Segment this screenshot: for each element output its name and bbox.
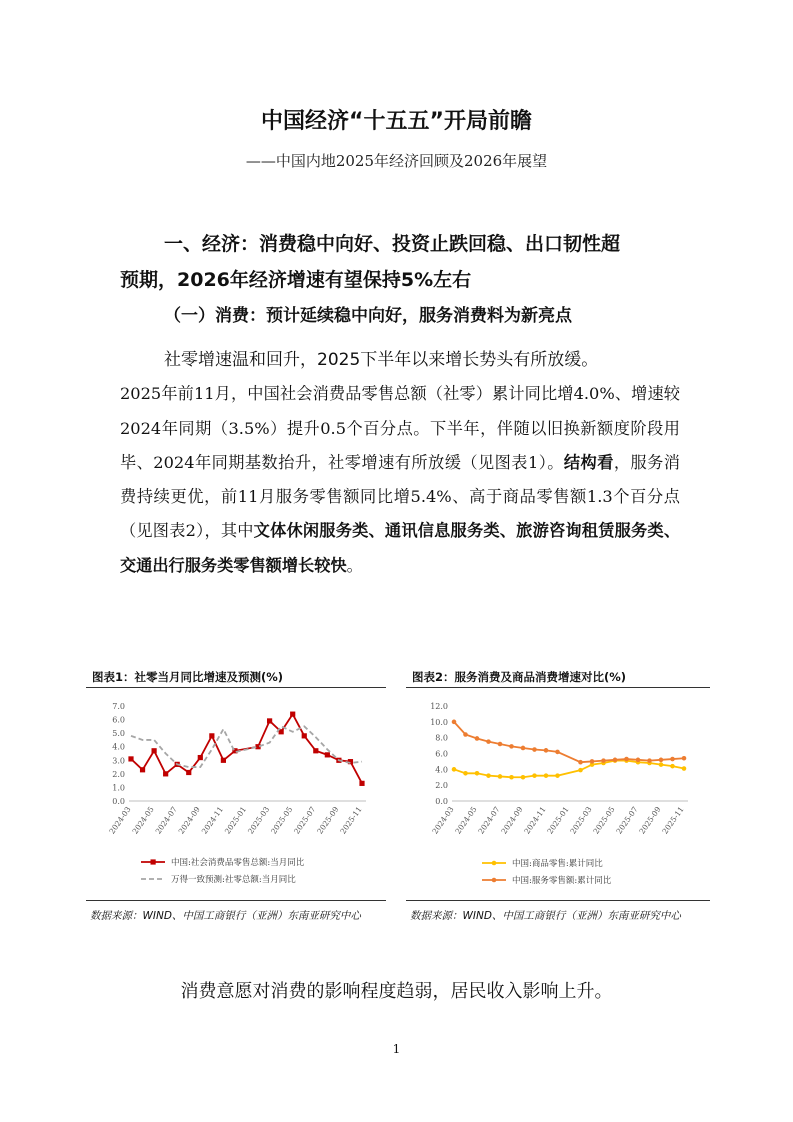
y-tick-label: 0.0 bbox=[112, 797, 125, 806]
data-point bbox=[521, 775, 526, 780]
section-heading-line2: 预期，2026年经济增速有望保持5%左右 bbox=[120, 269, 472, 291]
x-tick-label: 2025-11 bbox=[660, 804, 686, 836]
data-point bbox=[624, 757, 629, 762]
data-point bbox=[670, 757, 675, 762]
data-point bbox=[601, 758, 606, 763]
data-point bbox=[509, 775, 514, 780]
y-tick-label: 1.0 bbox=[112, 783, 125, 793]
y-tick-label: 4.0 bbox=[112, 742, 125, 752]
y-tick-label: 2.0 bbox=[112, 769, 125, 779]
x-tick-label: 2024-11 bbox=[522, 804, 548, 836]
data-point bbox=[163, 771, 168, 776]
x-tick-label: 2024-07 bbox=[476, 804, 502, 836]
data-point bbox=[578, 768, 583, 773]
x-tick-label: 2025-07 bbox=[614, 804, 640, 836]
data-point bbox=[475, 736, 480, 741]
data-point bbox=[590, 759, 595, 764]
closing-sentence: 消费意愿对消费的影响程度趋弱，居民收入影响上升。 bbox=[180, 981, 613, 1002]
data-point bbox=[544, 748, 549, 753]
figure2-bottom-rule bbox=[406, 900, 710, 901]
x-tick-label: 2025-07 bbox=[292, 804, 318, 836]
page-number: 1 bbox=[392, 1042, 401, 1056]
data-point bbox=[463, 771, 468, 776]
data-point bbox=[267, 718, 272, 723]
y-tick-label: 4.0 bbox=[435, 765, 448, 775]
document-subtitle: ——中国内地2025年经济回顾及2026年展望 bbox=[245, 152, 548, 170]
data-point bbox=[325, 752, 330, 757]
figure2-title: 图表2：服务消费及商品消费增速对比(%) bbox=[412, 670, 627, 684]
figure2-top-rule bbox=[406, 687, 710, 688]
data-point bbox=[647, 758, 652, 763]
x-tick-label: 2025-11 bbox=[338, 804, 364, 836]
data-point bbox=[636, 758, 641, 763]
data-point bbox=[290, 712, 295, 717]
data-point bbox=[452, 767, 457, 772]
y-tick-label: 10.0 bbox=[430, 717, 448, 727]
paragraph-text-3: 。 bbox=[346, 555, 363, 575]
x-tick-label: 2024-03 bbox=[107, 804, 133, 836]
data-point bbox=[659, 758, 664, 763]
x-tick-label: 2024-11 bbox=[199, 804, 226, 836]
x-tick-label: 2025-05 bbox=[269, 804, 295, 836]
data-point bbox=[128, 756, 133, 761]
x-tick-label: 2024-05 bbox=[453, 804, 479, 836]
data-point bbox=[509, 744, 514, 749]
paragraph-bold-1: 结构看 bbox=[563, 452, 614, 472]
legend-marker bbox=[151, 859, 156, 864]
data-point bbox=[578, 760, 583, 765]
data-point bbox=[555, 773, 560, 778]
data-point bbox=[463, 732, 468, 737]
x-tick-label: 2025-03 bbox=[245, 804, 272, 836]
subsection-heading: （一）消费：预计延续稳中向好，服务消费料为新亮点 bbox=[164, 306, 572, 326]
paragraph-text-2: ，服务消费持续更优，前11月服务零售额同比增5.4%、高于商品零售额1.3个百分点（见图表2），其中 bbox=[120, 452, 680, 541]
x-tick-label: 2025-01 bbox=[222, 804, 249, 836]
figure1-chart bbox=[86, 696, 386, 896]
legend-label: 中国:服务零售额:累计同比 bbox=[512, 876, 612, 886]
y-tick-label: 3.0 bbox=[112, 756, 125, 766]
series-line bbox=[131, 726, 362, 767]
data-point bbox=[302, 733, 307, 738]
y-tick-label: 6.0 bbox=[435, 749, 448, 759]
data-point bbox=[532, 773, 537, 778]
data-point bbox=[152, 748, 157, 753]
y-tick-label: 5.0 bbox=[112, 729, 125, 739]
data-point bbox=[670, 764, 675, 769]
data-point bbox=[682, 756, 687, 761]
data-point bbox=[359, 781, 364, 786]
figure2-chart bbox=[406, 696, 710, 896]
legend-marker bbox=[492, 861, 497, 866]
section-heading bbox=[120, 226, 680, 298]
paragraph-text-1: 2025年前11月，中国社会消费品零售总额（社零）累计同比增4.0%、增速较2024年同期（3.5%）提升0.5个百分点。下半年，伴随以旧换新额度阶段用毕、2024年同期基数抬升，社零增速有所放缓（见图表1）。 bbox=[120, 384, 680, 472]
x-tick-label: 2024-09 bbox=[499, 804, 525, 836]
x-tick-label: 2025-05 bbox=[591, 804, 617, 836]
x-tick-label: 2024-05 bbox=[130, 804, 156, 836]
data-point bbox=[186, 770, 191, 775]
data-point bbox=[555, 750, 560, 755]
figure2-source: 数据来源：WIND、中国工商银行（亚洲）东南亚研究中心 bbox=[410, 910, 681, 922]
x-tick-label: 2024-09 bbox=[176, 804, 202, 836]
body-paragraph bbox=[120, 343, 680, 583]
x-tick-label: 2025-09 bbox=[315, 804, 341, 836]
legend-label: 中国:社会消费品零售总额:当月同比 bbox=[171, 858, 305, 868]
data-point bbox=[486, 773, 491, 778]
paragraph-bold-2: 文体休闲服务类、通讯信息服务类、旅游咨询租赁服务类、交通出行服务类零售额增长较快 bbox=[120, 521, 681, 575]
data-point bbox=[682, 766, 687, 771]
data-point bbox=[532, 747, 537, 752]
data-point bbox=[198, 755, 203, 760]
data-point bbox=[209, 733, 214, 738]
data-point bbox=[613, 758, 618, 763]
legend-label: 中国:商品零售:累计同比 bbox=[512, 859, 603, 869]
data-point bbox=[140, 767, 145, 772]
data-point bbox=[486, 739, 491, 744]
x-tick-label: 2025-03 bbox=[568, 804, 594, 836]
x-tick-label: 2025-09 bbox=[637, 804, 663, 836]
figure1-top-rule bbox=[86, 687, 386, 688]
y-tick-label: 2.0 bbox=[435, 781, 448, 791]
paragraph-lead: 社零增速温和回升，2025下半年以来增长势头有所放缓。 bbox=[164, 350, 599, 370]
x-tick-label: 2025-01 bbox=[545, 804, 571, 836]
x-tick-label: 2024-07 bbox=[153, 804, 179, 836]
figure1-bottom-rule bbox=[86, 900, 386, 901]
data-point bbox=[521, 746, 526, 751]
data-point bbox=[475, 771, 480, 776]
data-point bbox=[452, 720, 457, 725]
data-point bbox=[498, 774, 503, 779]
y-tick-label: 8.0 bbox=[435, 733, 448, 743]
legend-label: 万得一致预测:社零总额:当月同比 bbox=[171, 875, 296, 885]
figure1-title: 图表1：社零当月同比增速及预测(%) bbox=[92, 670, 284, 684]
section-heading-line1: 一、经济：消费稳中向好、投资止跌回稳、出口韧性超 bbox=[164, 233, 621, 255]
document-title: 中国经济“十五五”开局前瞻 bbox=[261, 109, 532, 134]
data-point bbox=[221, 758, 226, 763]
figure1-source: 数据来源：WIND、中国工商银行（亚洲）东南亚研究中心 bbox=[90, 910, 361, 922]
y-tick-label: 6.0 bbox=[112, 715, 125, 725]
x-tick-label: 2024-03 bbox=[430, 804, 456, 836]
data-point bbox=[498, 742, 503, 747]
legend-marker bbox=[492, 878, 497, 883]
y-tick-label: 0.0 bbox=[435, 797, 448, 806]
data-point bbox=[659, 762, 664, 767]
y-tick-label: 12.0 bbox=[430, 702, 448, 711]
data-point bbox=[544, 773, 549, 778]
y-tick-label: 7.0 bbox=[112, 702, 125, 711]
paragraph-body bbox=[120, 377, 680, 583]
data-point bbox=[313, 748, 318, 753]
